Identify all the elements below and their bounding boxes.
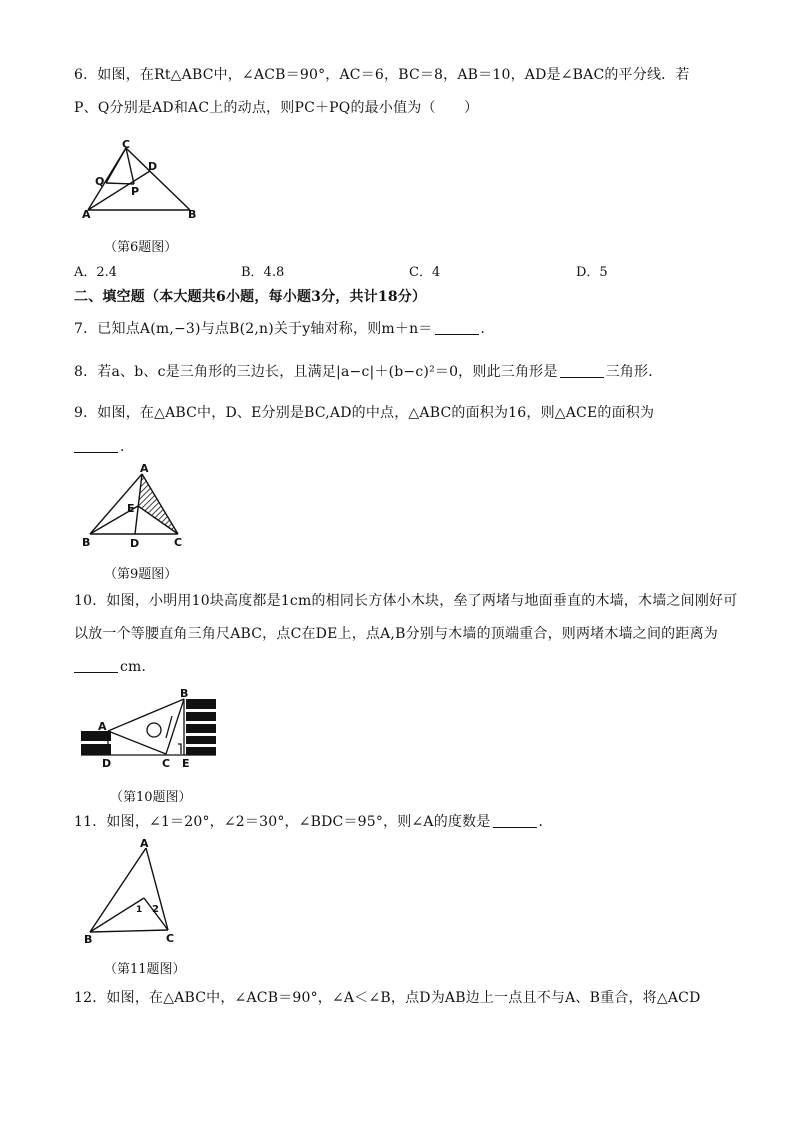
q6-label-c: C [122,138,131,151]
q11-seg-bc [90,930,168,932]
q7-line [74,318,495,338]
q11-line [74,811,553,831]
q6-label-q: Q [95,175,105,188]
q9-answer-blank[interactable] [74,440,118,453]
q8-text-end: 三角形． [605,364,663,380]
q9-label-a: A [140,462,149,475]
section-2-title: 二、填空题（本大题共6小题，每小题3分，共计18分） [74,289,427,305]
q11-label-1: 1 [136,905,143,915]
q6-seg-qp [106,183,134,184]
q6-option-c: C．4 [409,265,441,280]
q10-right-angle-mark [178,744,181,754]
q6-label-a: A [82,208,91,221]
q9-line1: 9．如图，在△ABC中，D、E分别是BC,AD的中点，△ABC的面积为16，则△ACE的面积为 [74,405,655,421]
q9-label-c: C [174,536,183,549]
q11-label-a: A [140,837,149,850]
q9-label-d: D [130,537,140,550]
q8-text: 8．若a、b、c是三角形的三边长，且满足|a−c|＋(b−c)²＝0，则此三角形是 [74,364,558,380]
q9-figure [80,462,194,550]
q6-line1: 6．如图，在Rt△ABC中，∠ACB＝90°，AC＝6，BC＝8，AB＝10，AD是∠BAC的平分线．若 [74,67,690,83]
q10-label-c: C [162,757,171,770]
q6-seg-cb [126,148,190,210]
q10-inner-edge [166,716,172,738]
q6-option-d: D．5 [576,265,608,280]
q9-text-end: ． [120,439,135,455]
q10-line2: 以放一个等腰直角三角尺ABC，点C在DE上，点A,B分别与木墙的顶端重合，则两堵木墙之间的距离为 [74,626,718,642]
q10-label-a: A [98,720,107,733]
q10-label-e: E [182,757,190,770]
q6-figure [82,138,206,222]
q10-seg-ac [108,731,166,754]
q6-label-p: P [131,185,140,198]
q6-caption: （第6题图） [104,240,178,255]
q11-text-end: ． [538,814,553,830]
q8-line [74,361,662,381]
q11-answer-blank[interactable] [493,815,537,828]
q10-text-end: cm． [120,659,156,675]
q9-line2 [74,436,134,456]
q10-figure [78,686,220,770]
q7-answer-blank[interactable] [435,322,479,335]
q6-label-b: B [188,208,197,221]
q10-line1: 10．如图，小明用10块高度都是1cm的相同长方体小木块，垒了两堵与地面垂直的木墙，木墙之间刚好可 [74,593,738,609]
q6-line2: P、Q分别是AD和AC上的动点，则PC＋PQ的最小值为（ ） [74,100,479,116]
q10-triangle-hole [147,723,161,737]
q11-text: 11．如图，∠1＝20°，∠2＝30°，∠BDC＝95°，则∠A的度数是 [74,814,491,830]
q10-answer-blank[interactable] [74,660,118,673]
q6-seg-cp [126,148,134,184]
q11-seg-bd [90,898,144,932]
q6-label-d: D [148,160,158,173]
q11-label-2: 2 [152,904,159,915]
q8-answer-blank[interactable] [560,365,604,378]
q11-caption: （第11题图） [104,962,186,977]
q7-text-end: ． [480,321,495,337]
q11-figure [80,836,186,946]
q6-option-a: A．2.4 [74,265,118,280]
q11-label-b: B [84,933,93,946]
q10-label-d: D [102,757,112,770]
q10-right-wall [186,699,216,755]
q10-left-wall [81,731,111,755]
q10-caption: （第10题图） [110,790,192,805]
q11-label-c: C [166,932,175,945]
q12-line1: 12．如图，在△ABC中，∠ACB＝90°，∠A＜∠B，点D为AB边上一点且不与A、B重合，将△ACD [74,990,701,1006]
q11-seg-ab [90,848,146,932]
q9-caption: （第9题图） [104,567,178,582]
q6-seg-qc [106,148,126,183]
q10-seg-ab [108,699,184,731]
q10-line3 [74,656,156,676]
q11-seg-ac [146,848,168,930]
q9-label-e: E [127,502,135,515]
q6-option-b: B．4.8 [241,265,285,280]
q10-label-b: B [180,687,189,700]
q7-text: 7．已知点A(m,−3)与点B(2,n)关于y轴对称，则m＋n＝ [74,321,433,337]
q9-label-b: B [82,536,91,549]
